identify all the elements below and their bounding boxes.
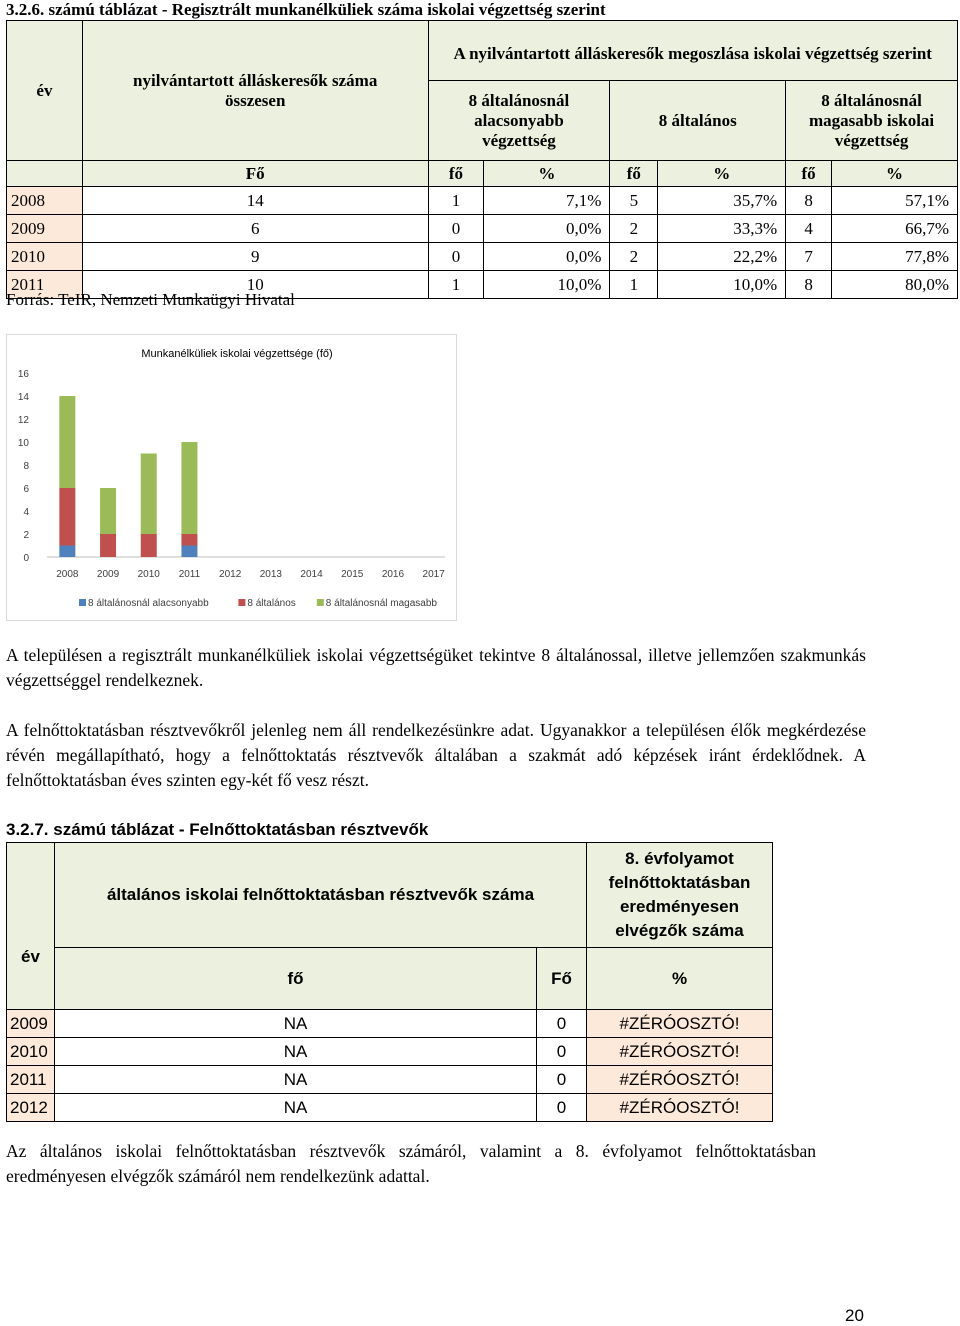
bar-segment: [100, 534, 116, 557]
legend-swatch: [238, 599, 245, 606]
unit-pct: %: [658, 161, 786, 187]
header-total: nyilvántartott álláskeresők száma összesen: [82, 21, 428, 161]
bar-segment: [141, 454, 157, 535]
table-row: 2010 NA 0 #ZÉRÓOSZTÓ!: [7, 1038, 773, 1066]
t2-unit-Fo: Fő: [537, 948, 587, 1010]
x-tick-label: 2015: [341, 569, 364, 580]
table1-title: 3.2.6. számú táblázat - Regisztrált munkanélküliek száma iskolai végzettség szerint: [6, 0, 606, 19]
unit-pct: %: [484, 161, 610, 187]
y-tick-label: 0: [23, 553, 29, 564]
x-tick-label: 2014: [300, 569, 323, 580]
y-tick-label: 10: [17, 438, 29, 449]
header-higher: 8 általánosnál magasabb iskolai végzettség: [786, 81, 958, 161]
paragraph-2: A felnőttoktatásban résztvevőkről jelenleg nem áll rendelkezésünkre adat. Ugyanakkor a településen élők megkérdezése révén megállapítható, hogy a felnőttoktatás résztvevők általában a szakmát adó képzések iránt érdeklődnek. A felnőttoktatásban éves szinten egy-két fő vesz részt.: [6, 720, 866, 790]
paragraph-3: Az általános iskolai felnőttoktatásban résztvevők számáról, valamint a 8. évfolyamot felnőttoktatásban eredményesen elvégzők számáról nem rendelkezünk adattal.: [6, 1141, 816, 1186]
chart-title: Munkanélküliek iskolai végzettsége (fő): [141, 348, 333, 360]
t2-unit-fo: fő: [55, 948, 537, 1010]
table-row: 2011 10 1 10,0% 1 10,0% 8 80,0%: [7, 271, 958, 299]
y-tick-label: 4: [23, 507, 29, 518]
bar-segment: [181, 442, 197, 534]
table-row: 2011 NA 0 #ZÉRÓOSZTÓ!: [7, 1066, 773, 1094]
y-tick-label: 2: [23, 530, 29, 541]
education-chart: [6, 334, 457, 621]
legend-swatch: [317, 599, 324, 606]
x-tick-label: 2010: [137, 569, 160, 580]
unit-fo: fő: [786, 161, 832, 187]
x-tick-label: 2013: [259, 569, 282, 580]
x-tick-label: 2017: [422, 569, 445, 580]
bar-segment: [141, 534, 157, 557]
legend-swatch: [79, 599, 86, 606]
bar-segment: [181, 534, 197, 546]
source-note: Forrás: TeIR, Nemzeti Munkaügyi Hivatal: [6, 290, 295, 309]
unit-pct: %: [832, 161, 958, 187]
bar-segment: [59, 488, 75, 546]
y-tick-label: 14: [17, 392, 29, 403]
y-tick-label: 12: [17, 415, 29, 426]
t2-header-participants: általános iskolai felnőttoktatásban résztvevők száma: [55, 843, 587, 948]
header-year: év: [7, 21, 83, 161]
header-lower: 8 általánosnál alacsonyabb végzettség: [428, 81, 610, 161]
t2-header-completed: 8. évfolyamot felnőttoktatásban eredményesen elvégzők száma: [587, 843, 773, 948]
bar-segment: [59, 546, 75, 558]
bar-segment: [59, 396, 75, 488]
table-row: 2009 6 0 0,0% 2 33,3% 4 66,7%: [7, 215, 958, 243]
unit-total: Fő: [82, 161, 428, 187]
bar-segment: [100, 488, 116, 534]
x-tick-label: 2008: [56, 569, 79, 580]
legend-label: 8 általánosnál alacsonyabb: [88, 598, 209, 609]
table2-title: 3.2.7. számú táblázat - Felnőttoktatásban résztvevők: [6, 820, 429, 839]
x-tick-label: 2011: [178, 569, 201, 580]
legend-label: 8 általános: [247, 598, 296, 609]
t2-header-year: év: [7, 843, 55, 1010]
x-tick-label: 2009: [96, 569, 120, 580]
y-tick-label: 16: [17, 369, 29, 380]
chart-svg: [7, 335, 456, 620]
page-number: 20: [845, 1306, 864, 1325]
x-tick-label: 2016: [381, 569, 405, 580]
table-row: 2012 NA 0 #ZÉRÓOSZTÓ!: [7, 1094, 773, 1122]
x-tick-label: 2012: [219, 569, 242, 580]
table-row: 2009 NA 0 #ZÉRÓOSZTÓ!: [7, 1010, 773, 1038]
unit-fo: fő: [428, 161, 484, 187]
y-tick-label: 8: [23, 461, 29, 472]
table-row: 2008 14 1 7,1% 5 35,7% 8 57,1%: [7, 187, 958, 215]
header-distribution: A nyilvántartott álláskeresők megoszlása iskolai végzettség szerint: [428, 21, 958, 81]
header-eight-grade: 8 általános: [610, 81, 786, 161]
legend-label: 8 általánosnál magasabb: [325, 598, 438, 609]
unit-fo: fő: [610, 161, 658, 187]
unemployed-education-table: [6, 20, 958, 299]
y-tick-label: 6: [23, 484, 29, 495]
paragraph-1: A településen a regisztrált munkanélküliek iskolai végzettségüket tekintve 8 általánossal, illetve jellemzően szakmunkás végzettséggel rendelkeznek.: [6, 645, 866, 690]
t2-unit-pct: %: [587, 948, 773, 1010]
table-row: 2010 9 0 0,0% 2 22,2% 7 77,8%: [7, 243, 958, 271]
bar-segment: [181, 546, 197, 558]
adult-education-table: [6, 842, 773, 1122]
